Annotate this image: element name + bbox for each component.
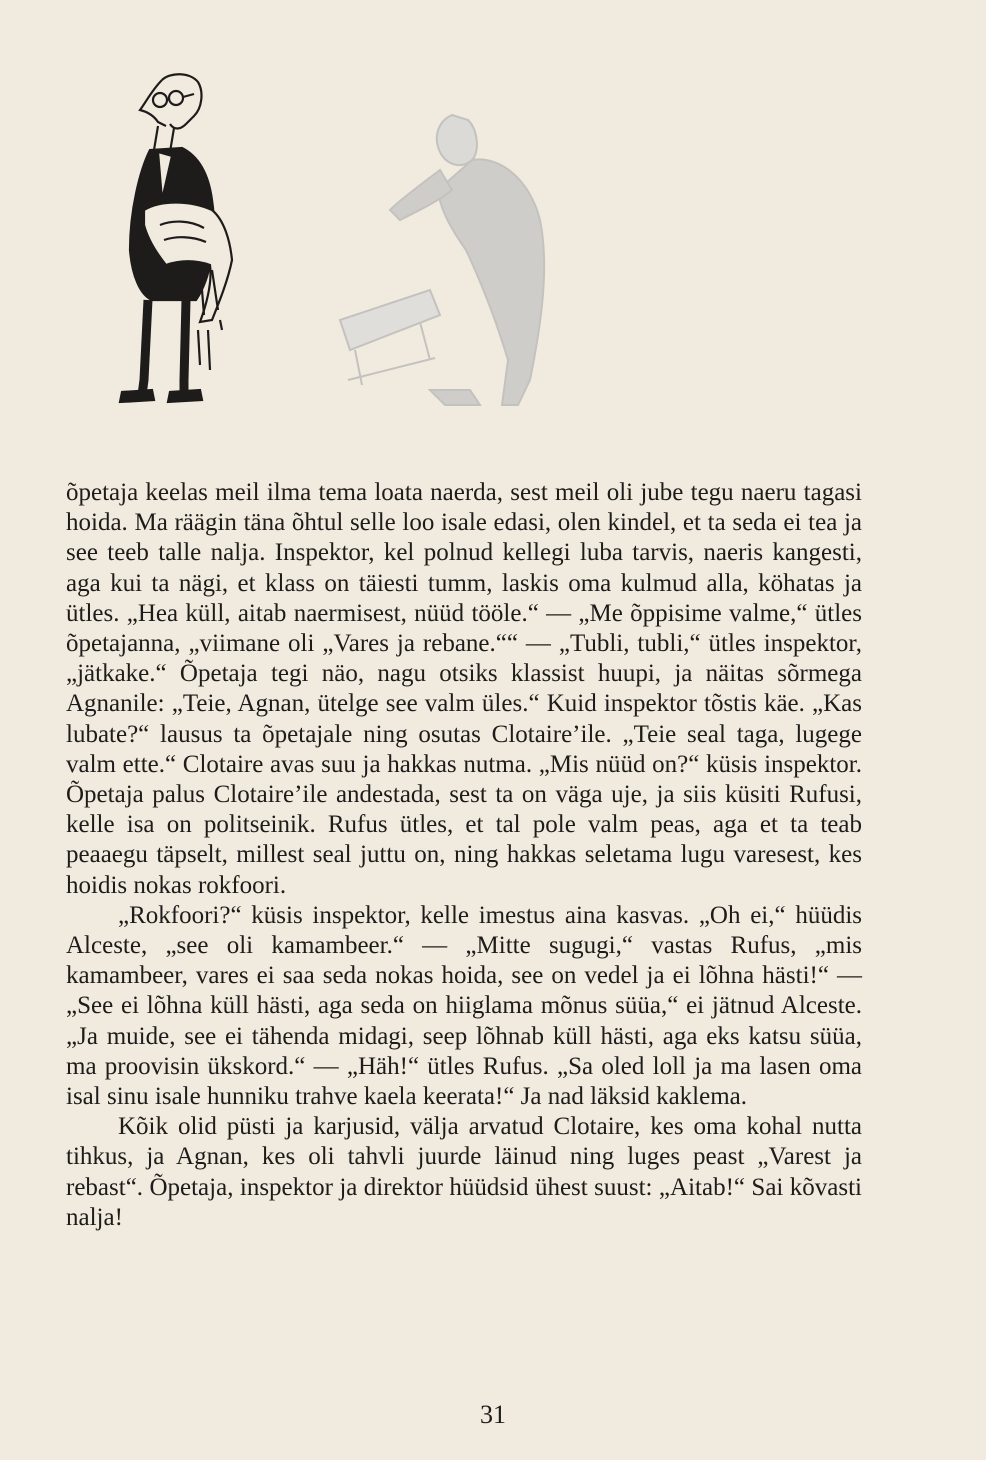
page-number: 31 bbox=[480, 1400, 506, 1429]
body-text bbox=[66, 478, 862, 1233]
paragraph: „Rokfoori?“ küsis inspektor, kelle imestus aina kasvas. „Oh ei,“ hüüdis Alceste, „see oli kamambeer.“ — „Mitte sugugi,“ vastas Rufus, „mis kamambeer, vares ei saa seda nokas hoida, see on vedel ja ei lõhna hästi!“ — „See ei lõhna küll hästi, aga seda on hiiglama mõnus süüa,“ ei jätnud Alceste. „Ja muide, see ei tähenda midagi, seep lõhnab küll hästi, aga eks katsu süüa, ma proovisin ükskord.“ — „Häh!“ ütles Rufus. „Sa oled loll ja ma lasen oma isal sinu isale hunniku trahve kaela keerata!“ Ja nad läksid kaklema. bbox=[66, 901, 862, 1111]
paragraph: õpetaja keelas meil ilma tema loata naerda, sest meil oli jube tegu naeru tagasi hoida. Ma räägin täna õhtul selle loo isale edasi, olen kindel, et ta seda ei tea ja see teeb talle nalja. Inspektor, kel polnud kellegi luba tarvis, naeris kangesti, aga kui ta nägi, et klass on täiesti tumm, laskis oma kulmud alla, köhatas ja ütles. „Hea küll, aitab naermisest, nüüd tööle.“ — „Me õppisime valme,“ ütles õpetajanna, „viimane oli „Vares ja rebane.““ — „Tubli, tubli,“ ütles inspektor, „jätkake.“ Õpetaja tegi näo, nagu otsiks klassist huupi, ja näitas sõrmega Agnanile: „Teie, Agnan, ütelge see valm üles.“ Kuid inspektor tõstis käe. „Kas lubate?“ lausus ta õpetajale ning osutas Clotaire’ile. „Teie seal taga, lugege valm ette.“ Clotaire avas suu ja hakkas nutma. „Mis nüüd on?“ küsis inspektor. Õpetaja palus Clotaire’ile andestada, sest ta on väga uje, ja siis küsiti Rufusi, kelle isa on politseinik. Rufus ütles, et tal pole valm peas, aga et ta teab peaaegu täpselt, millest seal juttu on, ning hakkas seletama lugu varesest, kes hoidis nokas rokfoori. bbox=[66, 479, 862, 899]
inspector-figure bbox=[120, 74, 232, 402]
faded-bowing-figure bbox=[340, 115, 544, 405]
illustration bbox=[100, 60, 620, 460]
paragraph: Kõik olid püsti ja karjusid, välja arvatud Clotaire, kes oma kohal nutta tihkus, ja Agnan, kes oli tahvli juurde läinud ning luges peast „Varest ja rebast“. Õpetaja, inspektor ja direktor hüüdsid ühest suust: „Aitab!“ Sai kõvasti nalja! bbox=[66, 1113, 862, 1231]
